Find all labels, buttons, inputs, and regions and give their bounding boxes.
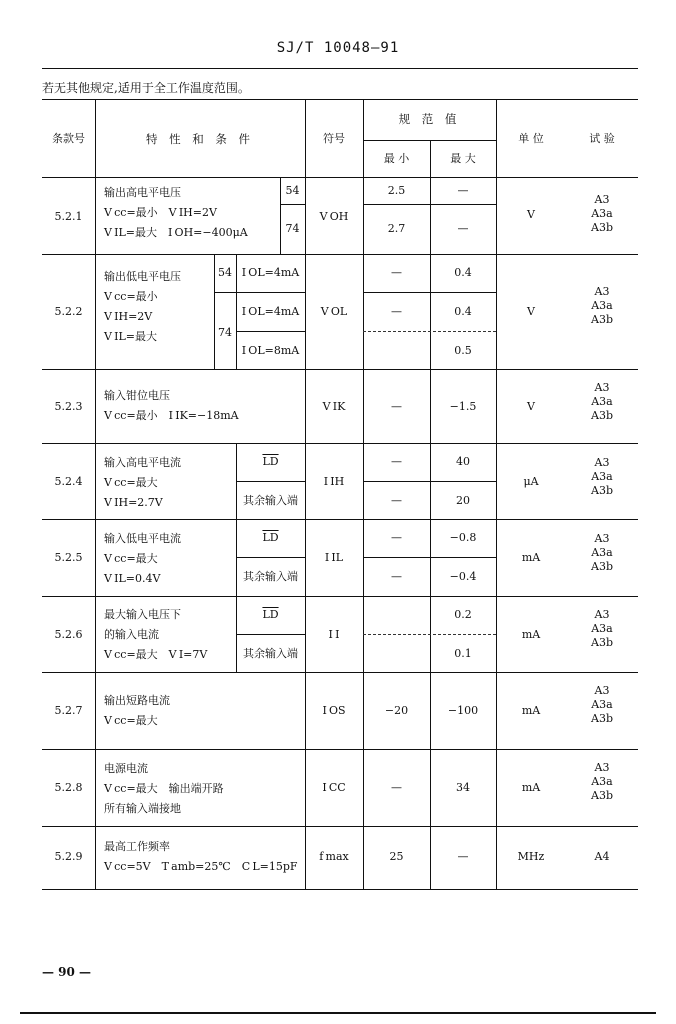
spec-split-dash [363, 634, 496, 635]
spec-split-rule [363, 481, 496, 482]
series-label: 54 [218, 266, 232, 279]
row-rule [42, 443, 638, 444]
col-rule-4 [430, 140, 431, 889]
symbol: V IK [322, 400, 346, 413]
symbol: V OH [319, 210, 349, 223]
unit: mA [521, 628, 541, 641]
header-rule [42, 68, 638, 69]
sub-row-rule [214, 292, 305, 293]
symbol: I I [328, 628, 340, 641]
condition-line: V cc=最小 I IK=−18mA [104, 409, 239, 422]
condition-line: V IL=0.4V [104, 572, 161, 585]
table-top-rule [42, 99, 638, 100]
condition-line: V IH=2V [104, 310, 153, 323]
max-value: 0.5 [454, 344, 472, 357]
condition-line: 的输入电流 [104, 628, 159, 641]
min-value: 2.7 [387, 222, 406, 235]
characteristic-title: 输入钳位电压 [104, 389, 170, 402]
max-value: 40 [456, 455, 470, 468]
header-unit: 单 位 [518, 132, 544, 145]
unit: V [527, 400, 535, 413]
header-max: 最 大 [450, 152, 476, 165]
clause-number: 5.2.7 [54, 704, 83, 717]
series-label: 74 [218, 326, 232, 339]
table-header-rule [42, 177, 638, 178]
clause-number: 5.2.4 [54, 475, 83, 488]
clause-number: 5.2.9 [54, 850, 83, 863]
sub-condition: 其余输入端 [243, 570, 298, 583]
header-spec-value: 规 范 值 [398, 112, 461, 126]
sub-condition: I OL=4mA [241, 266, 300, 279]
symbol: I IH [323, 475, 345, 488]
max-value: 0.1 [454, 647, 472, 660]
sub-row-rule [280, 204, 305, 205]
condition-line: V IL=最大 I OH=−400μA [104, 226, 248, 239]
row-rule [42, 369, 638, 370]
condition-line: V cc=5V T amb=25℃ C L=15pF [104, 860, 298, 873]
symbol: I OS [322, 704, 346, 717]
max-value: — [457, 850, 469, 863]
sub-condition: I OL=4mA [241, 305, 300, 318]
test-groups: A3 A3a A3b [591, 608, 613, 649]
unit: V [527, 208, 535, 221]
characteristic-title: 输入高电平电流 [104, 456, 181, 469]
min-value: — [391, 531, 402, 544]
max-value: 0.4 [454, 305, 472, 318]
page-number: — 90 — [42, 965, 92, 979]
condition-line: V IL=最大 [104, 330, 158, 343]
max-value: −1.5 [449, 400, 477, 413]
row-rule [42, 749, 638, 750]
clause-number: 5.2.5 [54, 551, 83, 564]
header-clause: 条款号 [52, 132, 85, 145]
min-value: — [391, 570, 402, 583]
min-value: 2.5 [387, 184, 406, 197]
condition-line: V cc=最大 [104, 476, 158, 489]
max-value: 20 [456, 494, 470, 507]
max-value: 34 [456, 781, 470, 794]
test-groups: A3 A3a A3b [591, 684, 613, 725]
clause-number: 5.2.6 [54, 628, 83, 641]
max-value: — [457, 222, 469, 235]
unit: V [527, 305, 535, 318]
min-value: — [391, 305, 402, 318]
col-rule-1 [95, 99, 96, 889]
header-test: 试 验 [589, 132, 615, 145]
test-groups: A4 [594, 850, 610, 863]
min-value: — [391, 455, 402, 468]
header-symbol: 符号 [323, 132, 345, 145]
spec-split-rule [363, 204, 496, 205]
sub-row-rule [236, 331, 305, 332]
min-value: — [391, 400, 402, 413]
row-rule [42, 519, 638, 520]
min-value: −20 [384, 704, 409, 717]
symbol: V OL [320, 305, 348, 318]
characteristic-title: 最大输入电压下 [104, 608, 181, 621]
clause-number: 5.2.2 [54, 305, 83, 318]
clause-number: 5.2.8 [54, 781, 83, 794]
sub-condition: $\overline{LD}$ [262, 608, 279, 621]
sub-condition: 其余输入端 [243, 647, 298, 660]
footer-rule [20, 1012, 656, 1014]
max-value: 0.4 [454, 266, 472, 279]
characteristic-title: 电源电流 [104, 762, 148, 775]
clause-number: 5.2.1 [54, 210, 83, 223]
characteristic-title: 输出高电平电压 [104, 186, 181, 199]
test-groups: A3 A3a A3b [591, 193, 613, 234]
sub-row-rule [236, 481, 305, 482]
unit: mA [521, 704, 541, 717]
condition-line: V IH=2.7V [104, 496, 163, 509]
series-label: 74 [285, 222, 300, 235]
header-min: 最 小 [383, 152, 410, 165]
condition-line: V cc=最大 输出端开路 [104, 782, 224, 795]
characteristic-title: 输出短路电流 [104, 694, 170, 707]
clause-number: 5.2.3 [54, 400, 83, 413]
row-rule [42, 254, 638, 255]
sub-row-rule [236, 634, 305, 635]
symbol: I CC [322, 781, 346, 794]
max-value: −0.8 [449, 531, 477, 544]
characteristic-title: 输入低电平电流 [104, 532, 181, 545]
min-value: — [391, 494, 402, 507]
condition-line: V cc=最大 V I=7V [104, 648, 208, 661]
test-groups: A3 A3a A3b [591, 456, 613, 497]
spec-split-rule [363, 557, 496, 558]
table-bottom-rule [42, 889, 638, 890]
condition-line: V cc=最大 [104, 714, 158, 727]
row-rule [42, 672, 638, 673]
applicability-note: 若无其他规定,适用于全工作温度范围。 [42, 81, 250, 95]
series-label: 54 [285, 184, 300, 197]
max-value: −100 [447, 704, 479, 717]
condition-line: V cc=最大 [104, 552, 158, 565]
min-value: 25 [389, 850, 404, 863]
sub-row-rule [236, 557, 305, 558]
characteristic-title: 最高工作频率 [104, 840, 170, 853]
condition-line: V cc=最小 V IH=2V [104, 206, 217, 219]
max-value: 0.2 [454, 608, 472, 621]
test-groups: A3 A3a A3b [591, 381, 613, 422]
max-value: −0.4 [449, 570, 477, 583]
unit: μA [523, 475, 539, 488]
symbol: I IL [324, 551, 344, 564]
condition-line: V cc=最小 [104, 290, 158, 303]
sub-condition: I OL=8mA [241, 344, 300, 357]
row-rule [42, 596, 638, 597]
unit: MHz [517, 850, 545, 863]
symbol: f max [319, 850, 349, 863]
document-header: SJ/T 10048—91 [276, 40, 400, 56]
spec-split-rule [363, 292, 496, 293]
min-value: — [391, 266, 402, 279]
test-groups: A3 A3a A3b [591, 761, 613, 802]
header-characteristics: 特 性 和 条 件 [145, 132, 255, 146]
sub-condition: 其余输入端 [243, 494, 298, 507]
characteristic-title: 输出低电平电压 [104, 270, 181, 283]
unit: mA [521, 551, 541, 564]
sub-condition: $\overline{LD}$ [262, 531, 279, 544]
spec-split-dash [363, 331, 496, 332]
row-rule [42, 826, 638, 827]
sub-condition: $\overline{LD}$ [262, 455, 279, 468]
min-value: — [391, 781, 402, 794]
test-groups: A3 A3a A3b [591, 285, 613, 326]
unit: mA [521, 781, 541, 794]
test-groups: A3 A3a A3b [591, 532, 613, 573]
max-value: — [457, 184, 469, 197]
condition-line: 所有输入端接地 [104, 802, 181, 815]
